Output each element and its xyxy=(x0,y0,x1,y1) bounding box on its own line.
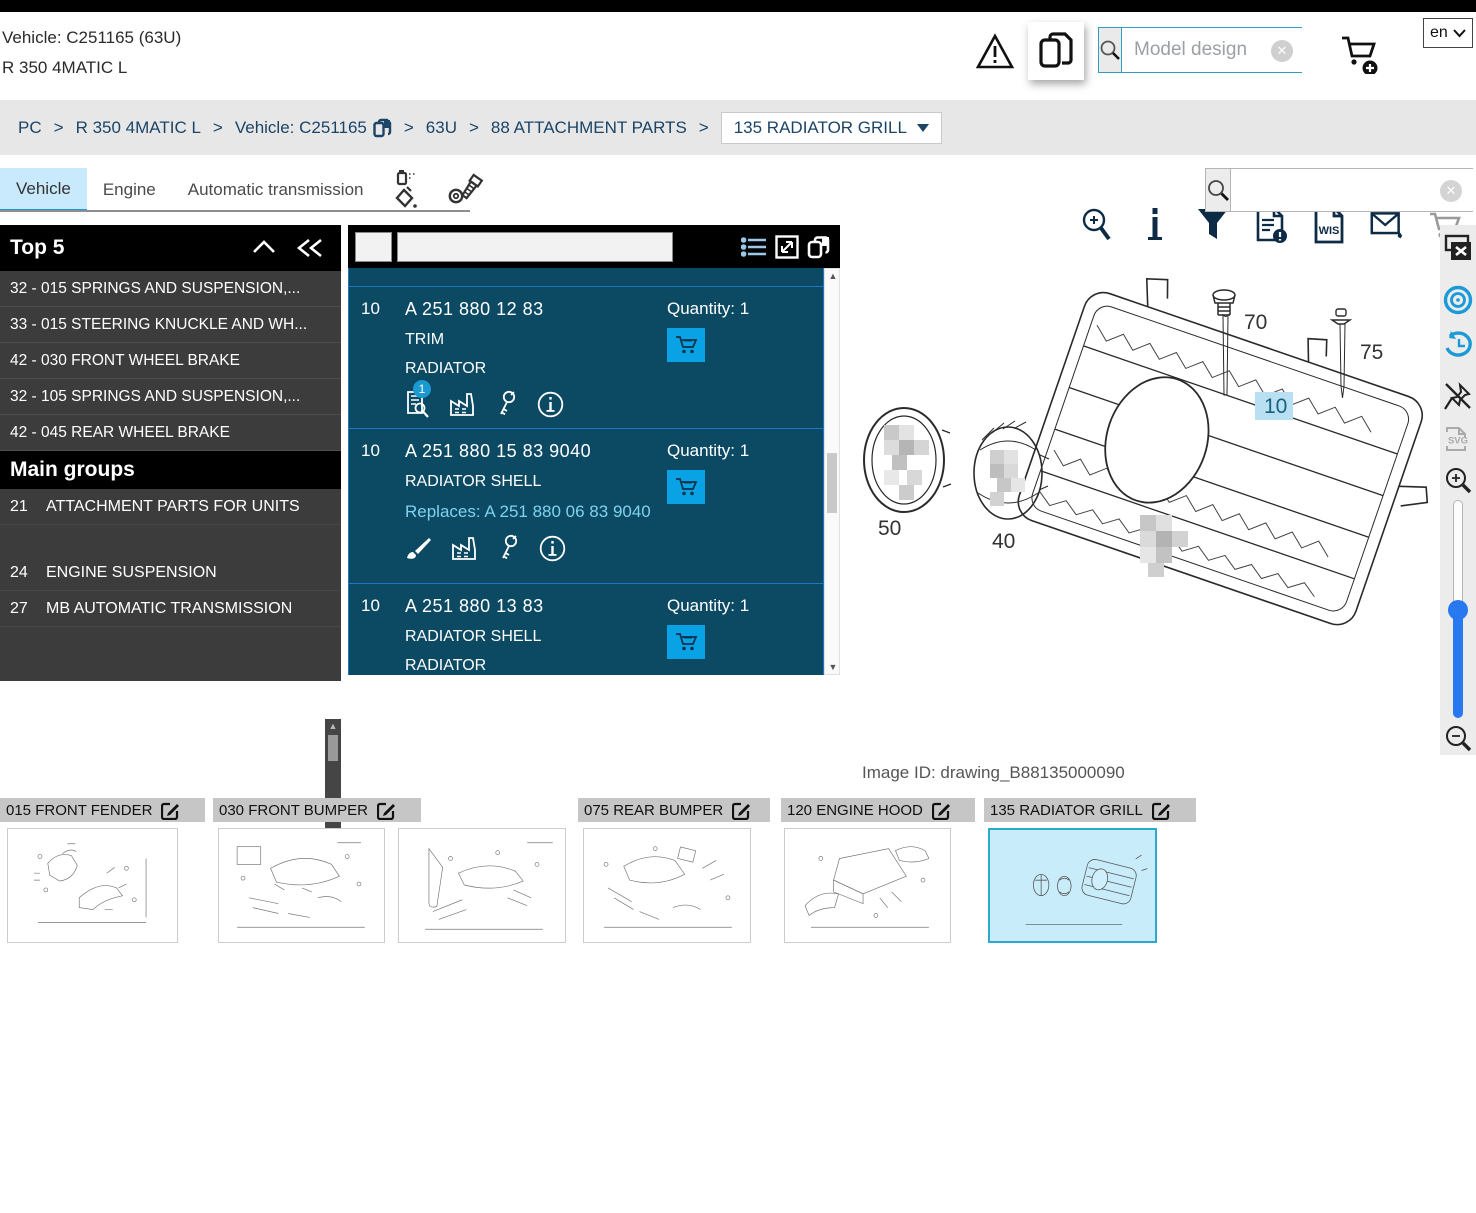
grill-bracket xyxy=(1138,273,1173,312)
diagram-label-40: 40 xyxy=(992,530,1016,553)
part-position: 10 xyxy=(361,596,380,615)
main-group-27[interactable]: 27 MB AUTOMATIC TRANSMISSION xyxy=(0,591,341,627)
part-name: RADIATOR xyxy=(405,657,487,674)
diagram-label-75: 75 xyxy=(1360,341,1384,364)
edit-icon[interactable] xyxy=(932,801,951,820)
cart-icon xyxy=(674,334,698,356)
zoom-in-icon[interactable] xyxy=(1444,466,1472,494)
thumbnail-075-rear-bumper[interactable] xyxy=(583,828,751,943)
top5-header xyxy=(0,225,341,271)
main-groups-spacer xyxy=(0,525,341,555)
subgroup-dropdown[interactable]: 135 RADIATOR GRILL xyxy=(721,112,942,144)
parts-panel-header xyxy=(348,225,840,268)
list-view-icon[interactable] xyxy=(741,236,767,258)
scroll-thumb[interactable] xyxy=(827,453,837,513)
add-to-cart-button[interactable] xyxy=(667,470,705,504)
breadcrumb-item-group[interactable]: 88 ATTACHMENT PARTS xyxy=(490,117,687,137)
parts-row-partial xyxy=(349,268,823,287)
pin-75 xyxy=(1332,309,1350,398)
thumb-header-120: 120 ENGINE HOOD xyxy=(781,798,975,822)
search-icon xyxy=(1206,178,1230,202)
parts-search-clear-icon[interactable]: ✕ xyxy=(1440,180,1462,202)
parts-panel xyxy=(348,225,840,675)
top5-title: Top 5 xyxy=(10,236,65,259)
copy-icon xyxy=(1038,31,1074,71)
image-id: Image ID: drawing_B88135000090 xyxy=(862,763,1125,782)
grill-bracket xyxy=(1393,479,1432,514)
model-search xyxy=(1098,27,1302,73)
quantity: Quantity: 1 xyxy=(667,596,750,615)
breadcrumb-item-pc[interactable]: PC xyxy=(18,117,42,137)
parts-diagram[interactable] xyxy=(840,225,1440,755)
breadcrumb-item-vehicle[interactable]: Vehicle: C251165 xyxy=(235,118,392,138)
tabstrip-underline xyxy=(0,210,470,212)
tab-vehicle[interactable]: Vehicle xyxy=(0,168,87,212)
grill-frame xyxy=(1013,287,1428,630)
tabs xyxy=(0,160,496,212)
diagram-label-70: 70 xyxy=(1244,311,1268,334)
scroll-down-icon[interactable]: ▼ xyxy=(828,662,838,672)
parts-list xyxy=(348,268,824,675)
thumbnail-030-front-bumper-2[interactable] xyxy=(398,828,566,943)
tab-engine[interactable]: Engine xyxy=(102,180,156,199)
language-value: en xyxy=(1430,24,1448,41)
document-search-icon[interactable] xyxy=(405,382,431,418)
thumbnail-drawing xyxy=(8,829,177,942)
part-name: RADIATOR xyxy=(405,360,487,377)
cart-icon xyxy=(674,631,698,653)
factory-icon[interactable] xyxy=(451,535,481,561)
edit-icon[interactable] xyxy=(732,801,751,820)
thumb-header-015: 015 FRONT FENDER xyxy=(0,798,205,822)
pixelated-patch xyxy=(884,425,929,500)
key-icon[interactable] xyxy=(497,390,519,418)
target-center-icon[interactable] xyxy=(1443,285,1473,315)
chevron-down-icon xyxy=(1453,29,1466,38)
grill-bracket xyxy=(1301,334,1332,367)
quantity: Quantity: 1 xyxy=(667,299,750,318)
quantity: Quantity: 1 xyxy=(667,441,750,460)
cart-add-icon[interactable] xyxy=(1336,28,1384,74)
copy-documents-button[interactable] xyxy=(1028,22,1084,80)
warning-icon[interactable] xyxy=(975,33,1015,71)
language-select[interactable] xyxy=(1423,18,1473,48)
parts-filter-box-large[interactable] xyxy=(397,232,673,262)
thumbnail-drawing xyxy=(785,829,950,942)
paintbrush-icon[interactable] xyxy=(405,536,433,560)
top5-item[interactable]: 42 - 045 REAR WHEEL BRAKE xyxy=(0,415,341,451)
part-number: A 251 880 15 83 9040 xyxy=(405,441,592,461)
part-name: RADIATOR SHELL xyxy=(405,628,542,645)
vehicle-name: R 350 4MATIC L xyxy=(2,58,128,77)
main-group-24[interactable]: 24 ENGINE SUSPENSION xyxy=(0,555,341,591)
part-replaces: Replaces: A 251 880 06 83 9040 xyxy=(405,502,651,521)
add-to-cart-button[interactable] xyxy=(667,328,705,362)
add-to-cart-button[interactable] xyxy=(667,625,705,659)
reset-history-icon[interactable] xyxy=(1442,330,1474,360)
diagram-label-50: 50 xyxy=(878,517,902,540)
window-top-bar xyxy=(0,0,1476,12)
edit-icon[interactable] xyxy=(377,801,396,820)
doc-count-badge: 1 xyxy=(413,380,431,398)
diagram-label-10: 10 xyxy=(1264,395,1288,418)
unpin-icon[interactable] xyxy=(1443,381,1473,411)
info-circle-icon[interactable] xyxy=(539,535,566,562)
breadcrumb-item-model[interactable]: R 350 4MATIC L xyxy=(75,117,201,137)
copy-icon[interactable] xyxy=(373,118,392,138)
paint-spray-icon[interactable] xyxy=(380,168,436,212)
part-position: 10 xyxy=(361,299,380,318)
thumbnail-030-front-bumper-1[interactable] xyxy=(218,828,385,943)
thumbnail-135-radiator-grill[interactable] xyxy=(988,828,1157,943)
top5-item[interactable]: 32 - 015 SPRINGS AND SUSPENSION,... xyxy=(0,271,341,307)
part-name: TRIM xyxy=(405,331,445,348)
thumbnail-015-front-fender[interactable] xyxy=(7,828,178,943)
parts-search xyxy=(1205,168,1473,212)
zoom-slider[interactable] xyxy=(1453,500,1463,718)
scroll-up-icon[interactable]: ▲ xyxy=(828,271,838,281)
parts-filter-box-small[interactable] xyxy=(355,232,392,262)
close-panel-icon[interactable] xyxy=(1443,234,1473,264)
breadcrumb: PC > R 350 4MATIC L > Vehicle: C251165 > 63U > 88 ATTACHMENT PARTS > 135 RADIATOR GRILL xyxy=(18,112,942,144)
thumbnail-drawing xyxy=(219,829,384,942)
chevron-down-icon xyxy=(917,124,929,132)
factory-icon[interactable] xyxy=(449,391,479,417)
key-icon[interactable] xyxy=(499,534,521,562)
part-position: 10 xyxy=(361,441,380,460)
thumb-header-030: 030 FRONT BUMPER xyxy=(213,798,421,822)
breadcrumb-item-63u[interactable]: 63U xyxy=(425,117,457,137)
svg-export-icon[interactable] xyxy=(1443,424,1473,454)
parts-scrollbar[interactable] xyxy=(824,268,840,675)
thumbnail-120-engine-hood[interactable] xyxy=(784,828,951,943)
top5-item[interactable]: 33 - 015 STEERING KNUCKLE AND WH... xyxy=(0,307,341,343)
bolt-icon[interactable] xyxy=(436,168,496,212)
main-group-21[interactable]: 21 ATTACHMENT PARTS FOR UNITS xyxy=(0,489,341,525)
scroll-thumb[interactable] xyxy=(328,735,338,761)
wis-label: WIS xyxy=(1318,225,1340,237)
main-groups-header: Main groups xyxy=(0,451,341,489)
parts-row[interactable] xyxy=(349,287,823,429)
collapse-up-icon[interactable] xyxy=(251,239,277,255)
part-name: RADIATOR SHELL xyxy=(405,473,542,490)
expand-icon[interactable] xyxy=(775,235,799,259)
thumbnail-drawing xyxy=(584,829,750,942)
top5-item[interactable]: 42 - 030 FRONT WHEEL BRAKE xyxy=(0,343,341,379)
thumbnail-drawing xyxy=(399,829,565,942)
pixelated-patch xyxy=(1140,515,1188,577)
parts-row[interactable] xyxy=(349,429,823,584)
part-number: A 251 880 12 83 xyxy=(405,299,544,319)
vehicle-code: Vehicle: C251165 (63U) xyxy=(2,28,182,47)
thumb-header-075: 075 REAR BUMPER xyxy=(578,798,770,822)
zoom-out-icon[interactable] xyxy=(1444,724,1472,752)
part-number: A 251 880 13 83 xyxy=(405,596,544,616)
pixelated-patch xyxy=(990,450,1025,506)
top5-item[interactable]: 32 - 105 SPRINGS AND SUSPENSION,... xyxy=(0,379,341,415)
scroll-up-icon[interactable]: ▲ xyxy=(328,721,338,731)
diagram-toolbar xyxy=(1440,225,1476,755)
thumb-header-135: 135 RADIATOR GRILL xyxy=(984,798,1196,822)
parts-row[interactable] xyxy=(349,584,823,675)
tab-automatic-transmission[interactable]: Automatic transmission xyxy=(187,180,364,199)
zoom-slider-thumb[interactable] xyxy=(1448,600,1468,620)
model-search-clear-icon[interactable]: ✕ xyxy=(1271,40,1293,62)
collapse-left-icon[interactable] xyxy=(295,239,325,257)
edit-icon[interactable] xyxy=(1152,801,1171,820)
thumbnail-drawing xyxy=(990,830,1155,941)
cart-icon xyxy=(674,476,698,498)
sidebar xyxy=(0,225,341,731)
zoom-slider-fill xyxy=(1453,610,1463,718)
edit-icon[interactable] xyxy=(161,801,180,820)
search-icon xyxy=(1099,39,1121,61)
parts-search-icon-segment[interactable] xyxy=(1206,169,1231,211)
info-circle-icon[interactable] xyxy=(537,391,564,418)
model-search-icon-segment[interactable] xyxy=(1099,28,1122,72)
copy-icon[interactable] xyxy=(807,234,833,260)
svg-label: SVG xyxy=(1447,435,1469,447)
